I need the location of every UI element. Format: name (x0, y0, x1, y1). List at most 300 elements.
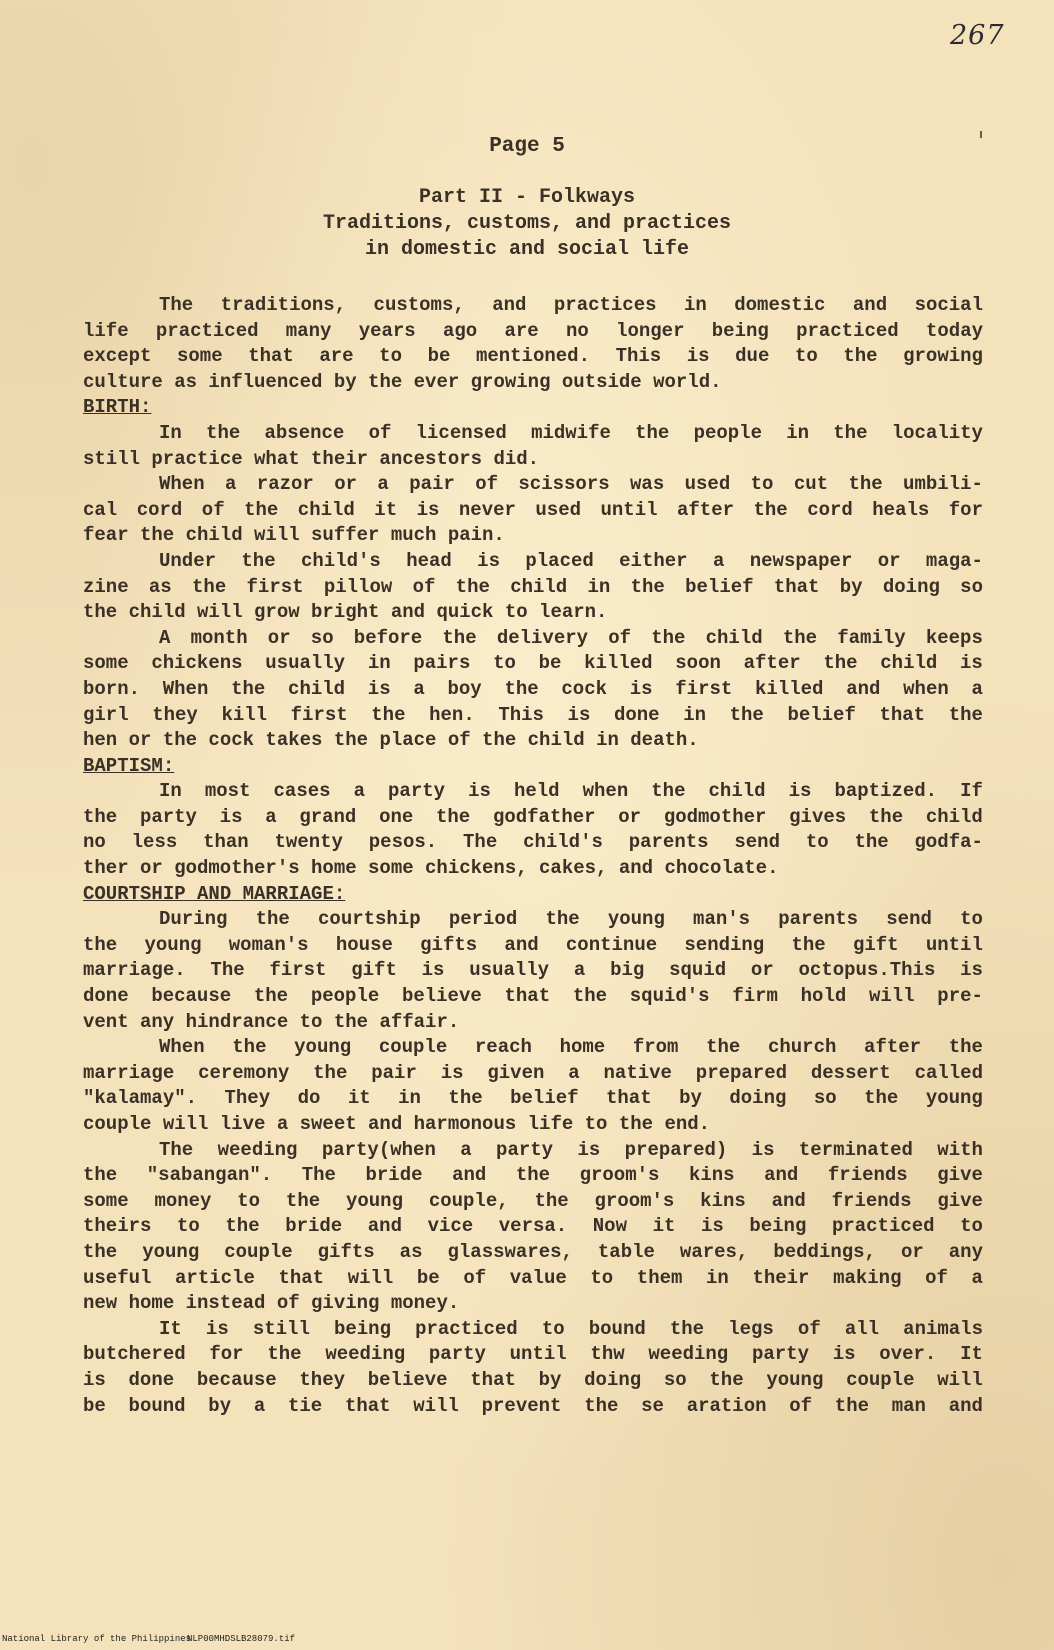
word: child (297, 498, 355, 521)
word: thw (590, 1343, 625, 1366)
word: first (246, 575, 304, 598)
word: pillow (323, 575, 393, 598)
word: cock (208, 729, 255, 752)
word: The (463, 831, 498, 854)
word: and (390, 601, 426, 624)
text-line (83, 651, 983, 677)
word: life (527, 1113, 574, 1135)
word: and (948, 1394, 983, 1417)
word: all (844, 1317, 880, 1340)
word: the (868, 805, 904, 828)
word: If (960, 780, 983, 803)
text-line (83, 293, 983, 319)
word: one (379, 805, 414, 828)
word: by (839, 575, 863, 598)
word: belief (685, 575, 754, 598)
word: of (276, 1292, 300, 1315)
word: the (753, 498, 788, 521)
word: the (192, 575, 227, 598)
word: a (712, 549, 725, 572)
word: parents (778, 908, 859, 931)
text-line (83, 1214, 983, 1240)
word: couple (224, 1240, 293, 1263)
word: When (159, 473, 205, 496)
word: from (632, 1036, 679, 1059)
word: locality (891, 421, 983, 444)
word: keeps (925, 626, 983, 649)
word: the (948, 1036, 983, 1059)
word: grand (299, 805, 357, 828)
word: "kalamay". (83, 1087, 198, 1110)
word: when (582, 780, 629, 803)
word: with (937, 1138, 983, 1161)
word: social (914, 294, 983, 316)
word: the (232, 1036, 267, 1059)
word: the (285, 1189, 321, 1212)
word: the (225, 1215, 260, 1238)
word: versa. (498, 1215, 568, 1238)
word: the (504, 677, 539, 700)
word: gift (351, 959, 397, 982)
word: the (313, 1061, 348, 1084)
word: razor (256, 473, 314, 496)
word: is (960, 652, 983, 675)
word: customs, (373, 294, 465, 316)
word: the (823, 652, 858, 675)
word: se (641, 1394, 664, 1417)
word: making (833, 1266, 902, 1289)
word: twenty (274, 831, 343, 854)
word: be (538, 652, 562, 675)
word: is (416, 498, 440, 521)
word: is (751, 1138, 775, 1161)
word: except (83, 345, 152, 368)
word: is (960, 959, 983, 982)
word: a (971, 1266, 983, 1289)
word: prevent (481, 1394, 562, 1417)
word: than (203, 831, 249, 854)
word: gifts (420, 933, 478, 956)
word: party (496, 1138, 554, 1161)
text-line (83, 1163, 983, 1189)
word: do (297, 1087, 321, 1110)
word: the (482, 729, 517, 752)
word: pesos. (368, 831, 438, 854)
word: new (83, 1292, 118, 1315)
page-label: Page 5 (489, 135, 565, 158)
word: less (131, 831, 178, 854)
word: when (903, 677, 949, 700)
word: called (914, 1061, 983, 1084)
word: pain. (447, 524, 505, 547)
word: culture (83, 370, 163, 393)
word: hen. (429, 703, 475, 726)
word: is (421, 959, 445, 982)
word: the (244, 498, 279, 521)
word: hindrance (185, 1010, 289, 1033)
word: gives (789, 805, 847, 828)
word: kins (688, 1164, 735, 1187)
text-line (83, 626, 983, 652)
word: most (204, 780, 251, 803)
word: until (600, 498, 658, 521)
word: are (504, 319, 539, 342)
text-line (83, 1061, 983, 1087)
word: a (377, 473, 389, 496)
word: born. (83, 677, 141, 700)
word: belief (510, 1087, 579, 1110)
word: of (368, 421, 392, 444)
word: some (177, 345, 223, 368)
word: article (175, 1266, 255, 1289)
word: licensed (415, 421, 507, 444)
word: will (868, 985, 915, 1008)
word: native (603, 1061, 672, 1084)
word: people (693, 421, 762, 444)
word: cases (273, 780, 331, 803)
word: the (83, 601, 118, 624)
word: domestic (734, 294, 826, 316)
word: the (651, 780, 686, 803)
word: cakes, (539, 857, 608, 880)
word: done (613, 703, 660, 726)
word: cal (83, 498, 118, 521)
text-line (83, 1010, 983, 1036)
word: usually (469, 959, 550, 982)
word: wares, (679, 1240, 749, 1263)
word: glasswares, (447, 1240, 573, 1263)
word: cord (807, 498, 853, 521)
word: to (794, 345, 818, 368)
word: practiced (796, 319, 899, 342)
word: as (399, 1240, 423, 1263)
footer-library: National Library of the Philippines (2, 1634, 192, 1644)
word: much (390, 524, 437, 547)
word: terminated (798, 1138, 913, 1161)
part-title-line: Part II - Folkways (418, 186, 636, 209)
text-line (83, 549, 983, 575)
word: hen (83, 729, 118, 752)
word: to (960, 908, 983, 931)
word: to (379, 345, 402, 368)
word: give (937, 1189, 983, 1212)
word: placed (525, 549, 594, 572)
word: a (573, 959, 586, 982)
word: first (269, 959, 327, 982)
text-line (83, 1317, 983, 1343)
word: or (128, 729, 152, 752)
text-line (83, 319, 983, 345)
text-line (83, 1342, 983, 1368)
word: that (773, 575, 820, 598)
word: held (513, 780, 560, 803)
part-title-line: in domestic and social life (364, 238, 690, 261)
text-line (83, 1291, 983, 1317)
word: usually (265, 652, 346, 675)
word: animals (903, 1317, 983, 1340)
word: or (750, 959, 774, 982)
word: by (538, 1368, 562, 1391)
word: giving (311, 1292, 380, 1315)
word: suffer (311, 524, 380, 547)
word: house (335, 933, 393, 956)
word: godmother's (174, 857, 300, 880)
word: the (83, 1164, 118, 1187)
word: being (711, 319, 769, 342)
word: is (83, 1368, 106, 1391)
text-line (83, 1086, 983, 1112)
word: vent (83, 1010, 129, 1033)
word: the (83, 805, 118, 828)
word: or (618, 805, 642, 828)
word: and (764, 1164, 799, 1187)
word: first (675, 677, 733, 700)
word: to (541, 1317, 565, 1340)
word: soon (675, 652, 721, 675)
word: This (615, 345, 662, 368)
word: being (333, 1317, 391, 1340)
word: harmonous (413, 1113, 517, 1135)
word: being (749, 1215, 807, 1238)
word: grow (254, 601, 300, 624)
word: delivery (496, 626, 589, 649)
word: and (504, 933, 539, 956)
word: the (833, 421, 868, 444)
word: the (854, 831, 889, 854)
word: the (515, 1164, 551, 1187)
word: doing (882, 575, 940, 598)
word: young (294, 1036, 352, 1059)
word: is (440, 1061, 464, 1084)
word: practices (553, 294, 657, 316)
word: vice (427, 1215, 474, 1238)
word: will (162, 1113, 209, 1135)
section-heading: BIRTH: (83, 396, 152, 419)
text-line (83, 1266, 983, 1292)
word: doing (729, 1087, 787, 1110)
word: the (572, 985, 608, 1008)
word: "sabangan". (146, 1164, 273, 1187)
word: today (925, 319, 983, 342)
text-line (83, 1240, 983, 1266)
word: the (948, 703, 983, 726)
word: of (447, 729, 471, 752)
word: outside (561, 370, 642, 393)
word: It (159, 1317, 182, 1340)
word: bright (311, 601, 380, 624)
word: to (590, 1266, 614, 1289)
word: that (606, 1087, 652, 1110)
word: In (159, 421, 182, 444)
word: the (630, 575, 665, 598)
word: a (971, 677, 983, 700)
word: hold (800, 985, 847, 1008)
word: girl (83, 703, 129, 726)
word: sweet (299, 1113, 357, 1135)
word: the (442, 626, 477, 649)
word: child's (300, 549, 381, 572)
word: marriage (83, 1061, 175, 1084)
word: a (225, 473, 237, 496)
word: maga- (925, 549, 983, 572)
word: the (231, 677, 266, 700)
word: until (509, 1343, 567, 1366)
word: prepared (695, 1061, 788, 1084)
word: and (852, 294, 888, 316)
word: This (498, 703, 544, 726)
word: courtship (318, 908, 421, 931)
word: did. (493, 447, 540, 470)
text-line (83, 703, 983, 729)
word: pre- (937, 985, 983, 1008)
word: a (353, 780, 365, 803)
word: bound (128, 1394, 186, 1417)
word: that (344, 1394, 391, 1417)
word: couple (846, 1368, 915, 1391)
text-line (83, 344, 983, 370)
word: the (848, 473, 883, 496)
word: and (618, 857, 654, 880)
word: young (142, 1240, 200, 1263)
word: growing (903, 345, 983, 368)
word: life (83, 319, 129, 342)
word: ancestors (379, 447, 483, 470)
word: given (487, 1061, 545, 1084)
word: takes (265, 729, 323, 752)
word: due (735, 345, 770, 368)
word: the (83, 1240, 118, 1263)
section-heading: COURTSHIP AND MARRIAGE: (83, 882, 346, 905)
word: some (83, 652, 129, 675)
word: longer (616, 319, 685, 342)
word: of (797, 1317, 821, 1340)
word: money (154, 1189, 212, 1212)
word: because (196, 1368, 277, 1391)
word: no (565, 319, 589, 342)
word: godfa- (914, 831, 983, 854)
word: chocolate. (664, 857, 779, 880)
word: child's (523, 831, 603, 854)
word: theirs (83, 1215, 152, 1238)
word: absence (264, 421, 345, 444)
word: is (468, 780, 491, 803)
word: and (846, 677, 881, 700)
word: the (791, 933, 826, 956)
word: In (159, 780, 182, 803)
word: they (299, 1368, 346, 1391)
word: gift (852, 933, 899, 956)
word: weeding (648, 1343, 729, 1366)
word: either (619, 549, 688, 572)
word: death. (630, 729, 699, 752)
word: child (185, 524, 243, 547)
text-line (83, 1035, 983, 1061)
word: killed (584, 652, 653, 675)
word: money. (390, 1292, 460, 1315)
word: many (285, 319, 332, 342)
word: the (241, 549, 276, 572)
word: world. (653, 370, 722, 393)
word: mentioned. (475, 345, 590, 368)
word: the (140, 524, 175, 547)
word: and (771, 1189, 806, 1212)
word: child (128, 601, 186, 624)
text-line (83, 805, 983, 831)
word: tie (287, 1394, 323, 1417)
word: party (428, 1343, 486, 1366)
word: end. (664, 1113, 711, 1135)
word: some (368, 857, 414, 880)
word: prepared) (624, 1138, 728, 1161)
word: chickens, (425, 857, 528, 880)
word: ago (442, 319, 478, 342)
word: bound (588, 1317, 646, 1340)
word: of (789, 1394, 813, 1417)
word: zine (83, 575, 129, 598)
word: home (311, 857, 357, 880)
word: is (477, 549, 500, 572)
text-line (83, 1189, 983, 1215)
word: the (669, 1317, 705, 1340)
word: fear (83, 524, 129, 547)
word: child (510, 575, 568, 598)
word: growing (470, 370, 551, 393)
word: the (729, 703, 764, 726)
word: the (864, 1087, 899, 1110)
word: what (254, 447, 300, 470)
word: child (288, 677, 346, 700)
word: the (709, 1368, 744, 1391)
word: Now (592, 1215, 627, 1238)
word: The (159, 294, 194, 316)
word: midwife (531, 421, 611, 444)
word: will (254, 524, 300, 547)
word: pair (409, 473, 455, 496)
word: done (83, 985, 129, 1008)
word: kins (700, 1189, 746, 1212)
word: in (587, 575, 611, 598)
word: pairs (413, 652, 471, 675)
word: so (663, 1368, 687, 1391)
word: never (458, 498, 516, 521)
word: as (148, 575, 172, 598)
word: instead (185, 1292, 266, 1315)
word: to (960, 1215, 983, 1238)
text-line (83, 958, 983, 984)
text-line (83, 498, 983, 524)
word: umbili- (903, 473, 983, 496)
word: before (353, 626, 423, 649)
word: a (460, 1138, 472, 1161)
word: as (174, 370, 198, 393)
word: young (607, 908, 665, 931)
word: after (864, 1036, 922, 1059)
word: dessert (810, 1061, 891, 1084)
word: party (139, 805, 197, 828)
word: practiced (831, 1215, 935, 1238)
document-body (83, 293, 983, 1419)
word: quick (436, 601, 494, 624)
text-line (83, 830, 983, 856)
text-line (83, 856, 983, 882)
word: by (333, 370, 357, 393)
text-line (83, 907, 983, 933)
word: no (83, 831, 106, 854)
word: in (786, 421, 810, 444)
word: in (596, 729, 619, 752)
word: so (813, 1087, 837, 1110)
word: or (267, 626, 291, 649)
